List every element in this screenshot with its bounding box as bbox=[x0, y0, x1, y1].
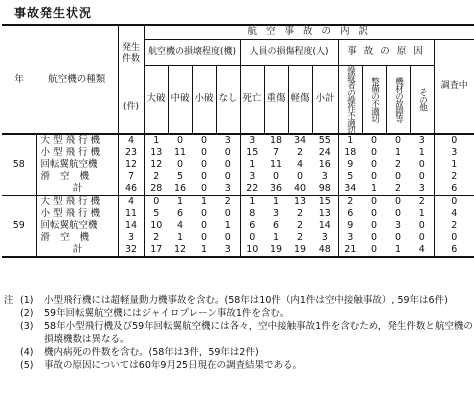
cell: 0 bbox=[224, 232, 231, 243]
accident-table bbox=[2, 24, 474, 258]
cell: 4 bbox=[118, 134, 144, 147]
unit-label: (件) bbox=[118, 81, 144, 134]
cell: 4 bbox=[296, 159, 304, 170]
note-number: (5) bbox=[20, 360, 34, 371]
causes-header: 事 故 の 原 因 bbox=[338, 39, 434, 65]
cell: 3 bbox=[434, 147, 474, 159]
cell: 3 bbox=[321, 232, 328, 243]
cell: 3 bbox=[224, 183, 231, 194]
note-number: (3) bbox=[20, 321, 34, 332]
cell: 14 bbox=[118, 220, 144, 232]
cell: 1 bbox=[144, 134, 168, 147]
cell: 14 bbox=[318, 220, 331, 231]
cell: 1 bbox=[394, 147, 402, 158]
cell: 98 bbox=[318, 183, 331, 194]
cell: 0 bbox=[418, 171, 425, 182]
cell: 0 bbox=[434, 134, 474, 147]
cell: 3 bbox=[418, 135, 425, 146]
cell: 0 bbox=[418, 232, 425, 243]
cell: 0 bbox=[200, 159, 208, 170]
cell: 10 bbox=[240, 244, 264, 257]
cell: 0 bbox=[418, 159, 425, 170]
cell: 0 bbox=[394, 208, 402, 219]
cell: 2 bbox=[434, 171, 474, 183]
cell: 5 bbox=[338, 171, 362, 183]
page-title: 事故発生状況 bbox=[14, 6, 93, 20]
cell: 1 bbox=[338, 134, 362, 147]
cell: 0 bbox=[394, 232, 402, 243]
cell: 11 bbox=[173, 147, 187, 158]
cell: 6 bbox=[272, 220, 280, 231]
cell: 1 bbox=[418, 147, 425, 158]
aircraft-type-header: 航空機の種類 bbox=[36, 25, 118, 134]
cell: 3 bbox=[240, 171, 264, 183]
casualty-col-3: 軽傷 bbox=[288, 65, 312, 134]
cell: 12 bbox=[173, 244, 187, 255]
cell: 46 bbox=[118, 183, 144, 196]
cell: 13 bbox=[144, 147, 168, 159]
cause-col-2: 整備の不適切 bbox=[369, 76, 380, 122]
cell: 1 bbox=[272, 232, 280, 243]
cell: 2 bbox=[434, 220, 474, 232]
cell: 0 bbox=[370, 196, 378, 207]
cell: 13 bbox=[318, 208, 331, 219]
cell: 0 bbox=[272, 171, 280, 182]
cell: 0 bbox=[370, 244, 378, 255]
note-item bbox=[0, 346, 474, 359]
cell: 2 bbox=[296, 208, 304, 219]
cell: 1 bbox=[240, 159, 264, 171]
cell: 6 bbox=[176, 208, 184, 219]
cell: 0 bbox=[394, 135, 402, 146]
cell: 4 bbox=[176, 220, 184, 231]
cell: 0 bbox=[370, 135, 378, 146]
damage-col-3: 小破 bbox=[192, 65, 216, 134]
cell: 0 bbox=[370, 208, 378, 219]
damage-col-4: なし bbox=[216, 65, 240, 134]
cell: 1 bbox=[418, 208, 425, 219]
cell: 6 bbox=[434, 183, 474, 196]
cell: 40 bbox=[293, 183, 307, 194]
cell: 0 bbox=[394, 196, 402, 207]
cell: 1 bbox=[224, 220, 231, 231]
cell: 0 bbox=[224, 208, 231, 219]
note-text: 59年回転翼航空機にはジャイロプレーン事故1件を含む。 bbox=[44, 308, 290, 319]
cell: 4 bbox=[434, 208, 474, 220]
cell: 11 bbox=[118, 208, 144, 220]
cell: 1 bbox=[370, 183, 378, 194]
cell: 0 bbox=[370, 220, 378, 231]
accident-contents-header: 航 空 事 故 の 内 訳 bbox=[144, 25, 474, 39]
cause-col-4: その他 bbox=[417, 88, 428, 111]
cell: 0 bbox=[224, 159, 231, 170]
cell: 0 bbox=[434, 196, 474, 209]
row-label: 大型飛行機 bbox=[36, 196, 118, 209]
cell: 15 bbox=[240, 147, 264, 159]
cell: 2 bbox=[296, 147, 304, 158]
cell: 9 bbox=[338, 159, 362, 171]
cell: 0 bbox=[240, 232, 264, 244]
cell: 34 bbox=[293, 135, 307, 146]
row-label: 滑空機 bbox=[36, 171, 118, 183]
cell: 0 bbox=[370, 232, 378, 243]
cell: 9 bbox=[338, 220, 362, 232]
note-item bbox=[0, 294, 474, 307]
cell: 15 bbox=[318, 196, 331, 207]
cell: 4 bbox=[118, 196, 144, 209]
cell: 0 bbox=[224, 147, 231, 158]
cell: 36 bbox=[269, 183, 283, 194]
cell: 16 bbox=[173, 183, 187, 194]
row-label: 回転翼航空機 bbox=[36, 220, 118, 232]
cell: 34 bbox=[338, 183, 362, 196]
cell: 12 bbox=[144, 159, 168, 171]
row-label: 大型飛行機 bbox=[36, 134, 118, 147]
cell: 7 bbox=[272, 147, 280, 158]
row-label: 小型飛行機 bbox=[36, 208, 118, 220]
cell: 1 bbox=[176, 232, 184, 243]
cell: 24 bbox=[318, 147, 331, 158]
cell: 19 bbox=[293, 244, 307, 255]
cell: 6 bbox=[434, 244, 474, 257]
cell: 2 bbox=[144, 232, 168, 244]
cell: 8 bbox=[240, 208, 264, 220]
cell: 18 bbox=[338, 147, 362, 159]
cell: 3 bbox=[418, 183, 425, 194]
cell: 3 bbox=[224, 244, 231, 255]
cell: 0 bbox=[200, 232, 208, 243]
cell: 0 bbox=[394, 171, 402, 182]
cell: 2 bbox=[394, 183, 402, 194]
survey-header: 調査中 bbox=[434, 39, 474, 134]
cell: 1 bbox=[240, 196, 264, 209]
cell: 2 bbox=[338, 196, 362, 209]
year-header: 年 bbox=[2, 25, 36, 134]
cause-col-1: 操縦者の操作不適切 bbox=[345, 65, 356, 133]
row-label-total: 計 bbox=[36, 183, 118, 196]
row-label: 小型飛行機 bbox=[36, 147, 118, 159]
cell: 22 bbox=[240, 183, 264, 196]
cell: 3 bbox=[240, 134, 264, 147]
cell: 11 bbox=[269, 159, 283, 170]
cell: 0 bbox=[200, 135, 208, 146]
note-text: 58年小型飛行機及び59年回転翼航空機には各々，空中接触事故1件を含むため，発生件数と航空機の損壊機数は異なる。 bbox=[44, 321, 473, 345]
incidents-header: 発生件数 bbox=[118, 25, 144, 81]
cell: 2 bbox=[418, 196, 425, 207]
cell: 12 bbox=[118, 159, 144, 171]
cell: 0 bbox=[200, 220, 208, 231]
damage-col-1: 大破 bbox=[144, 65, 168, 134]
cell: 3 bbox=[272, 208, 280, 219]
cell: 10 bbox=[144, 220, 168, 232]
cell: 28 bbox=[144, 183, 168, 196]
cause-col-3: 機材の故障等 bbox=[393, 76, 404, 122]
notes-label: 注 bbox=[4, 295, 14, 306]
cell: 48 bbox=[318, 244, 331, 255]
cell: 0 bbox=[176, 159, 184, 170]
note-number: (1) bbox=[20, 295, 34, 306]
notes bbox=[0, 294, 474, 372]
cell: 1 bbox=[434, 159, 474, 171]
cell: 4 bbox=[418, 244, 425, 255]
note-item bbox=[0, 320, 474, 346]
cell: 5 bbox=[176, 171, 184, 182]
cell: 18 bbox=[269, 135, 283, 146]
row-label: 滑空機 bbox=[36, 232, 118, 244]
note-item bbox=[0, 307, 474, 320]
cell: 23 bbox=[118, 147, 144, 159]
note-number: (4) bbox=[20, 347, 34, 358]
cell: 2 bbox=[394, 159, 402, 170]
cell: 0 bbox=[200, 171, 208, 182]
cell: 0 bbox=[370, 147, 378, 158]
cell: 0 bbox=[296, 171, 304, 182]
cell: 0 bbox=[370, 159, 378, 170]
cell: 0 bbox=[418, 220, 425, 231]
note-item bbox=[0, 359, 474, 372]
cell: 3 bbox=[321, 171, 328, 182]
cell: 0 bbox=[144, 196, 168, 209]
cell: 3 bbox=[118, 232, 144, 244]
cell: 2 bbox=[296, 220, 304, 231]
casualty-col-1: 死亡 bbox=[240, 65, 264, 134]
cell: 0 bbox=[200, 208, 208, 219]
cell: 1 bbox=[272, 196, 280, 207]
row-label-total: 計 bbox=[36, 244, 118, 257]
cell: 3 bbox=[394, 220, 402, 231]
cell: 3 bbox=[224, 135, 231, 146]
year-58: 58 bbox=[2, 134, 36, 196]
damage-degree-header: 航空機の損壊程度(機) bbox=[144, 39, 240, 65]
note-text: 事故の原因については60年9月25日現在の調査結果である。 bbox=[44, 360, 303, 371]
cell: 2 bbox=[296, 232, 304, 243]
cell: 1 bbox=[394, 244, 402, 255]
cell: 3 bbox=[338, 232, 362, 244]
cell: 13 bbox=[293, 196, 307, 207]
year-59: 59 bbox=[2, 196, 36, 258]
cell: 6 bbox=[240, 220, 264, 232]
cell: 0 bbox=[434, 232, 474, 244]
cell: 16 bbox=[318, 159, 331, 170]
cell: 17 bbox=[144, 244, 168, 257]
cell: 55 bbox=[318, 135, 331, 146]
cell: 1 bbox=[176, 196, 184, 207]
cell: 32 bbox=[118, 244, 144, 257]
cell: 2 bbox=[144, 171, 168, 183]
cell: 5 bbox=[144, 208, 168, 220]
note-text: 機内病死の件数を含む。(58年は3件，59年は2件) bbox=[44, 347, 259, 358]
cell: 21 bbox=[338, 244, 362, 257]
casualties-header: 人員の損傷程度(人) bbox=[240, 39, 338, 65]
cell: 6 bbox=[338, 208, 362, 220]
cell: 0 bbox=[200, 147, 208, 158]
cell: 0 bbox=[200, 183, 208, 194]
casualty-col-2: 重傷 bbox=[264, 65, 288, 134]
casualty-col-4: 小計 bbox=[312, 65, 338, 134]
cell: 1 bbox=[200, 244, 208, 255]
cell: 7 bbox=[118, 171, 144, 183]
cell: 19 bbox=[269, 244, 283, 255]
cell: 0 bbox=[224, 171, 231, 182]
note-number: (2) bbox=[20, 308, 34, 319]
damage-col-2: 中破 bbox=[168, 65, 192, 134]
row-label: 回転翼航空機 bbox=[36, 159, 118, 171]
note-text: 小型飛行機には超軽量動力機事故を含む。(58年は10件（内1件は空中接触事故）, 59年は6件) bbox=[44, 295, 448, 306]
cell: 2 bbox=[224, 196, 231, 207]
cell: 0 bbox=[176, 135, 184, 146]
cell: 1 bbox=[200, 196, 208, 207]
cell: 0 bbox=[370, 171, 378, 182]
